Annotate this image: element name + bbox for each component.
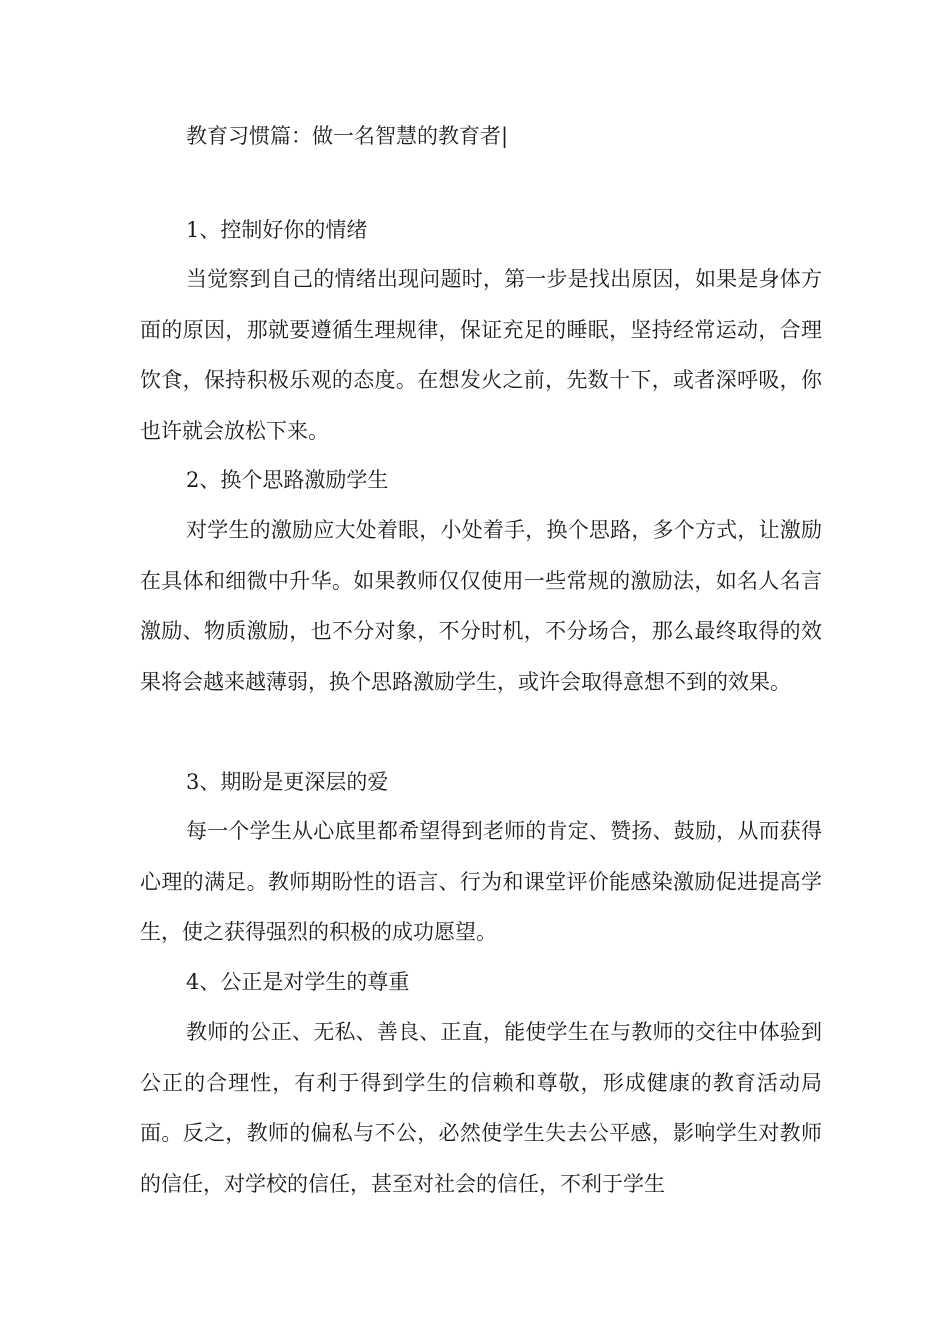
section-body-2: 对学生的激励应大处着眼，小处着手，换个思路，多个方式，让激励在具体和细微中升华。如果教师仅仅使用一些常规的激励法，如名人名言激励、物质激励，也不分对象，不分时机，不分场合，那么最终取得的效果将会越来越薄弱，换个思路激励学生，或许会取得意想不到的效果。 bbox=[140, 518, 822, 694]
section-body-3: 每一个学生从心底里都希望得到老师的肯定、赞扬、鼓励，从而获得心理的满足。教师期盼性的语言、行为和课堂评价能感染激励促进提高学生，使之获得强烈的积极的成功愿望。 bbox=[140, 819, 822, 944]
section-heading-1: 1、控制好你的情绪 bbox=[186, 218, 368, 242]
document-title: 教育习惯篇：做一名智慧的教育者| bbox=[186, 124, 509, 148]
section-heading-2: 2、换个思路激励学生 bbox=[186, 468, 389, 492]
section-heading-3: 3、期盼是更深层的爱 bbox=[186, 770, 389, 794]
section-body-1: 当觉察到自己的情绪出现问题时，第一步是找出原因，如果是身体方面的原因，那就要遵循生理规律，保证充足的睡眠，坚持经常运动，合理饮食，保持积极乐观的态度。在想发火之前，先数十下，或者深呼吸，你也许就会放松下来。 bbox=[140, 267, 822, 443]
section-body-4: 教师的公正、无私、善良、正直，能使学生在与教师的交往中体验到公正的合理性，有利于得到学生的信赖和尊敬，形成健康的教育活动局面。反之，教师的偏私与不公，必然使学生失去公平感，影响学生对教师的信任，对学校的信任，甚至对社会的信任，不利于学生 bbox=[140, 1020, 822, 1196]
section-heading-4: 4、公正是对学生的尊重 bbox=[186, 970, 410, 994]
